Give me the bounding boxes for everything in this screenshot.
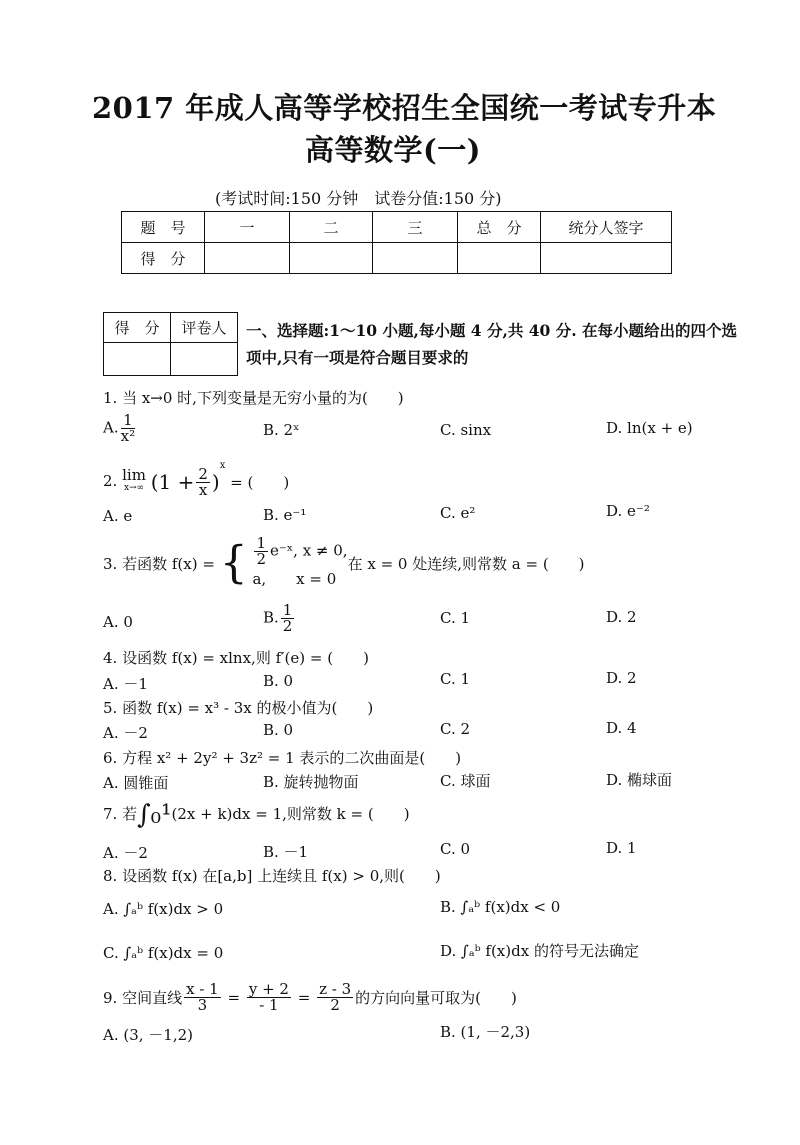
- q8-option-b: B. ∫ₐᵇ f(x)dx < 0: [440, 898, 561, 916]
- q3-b-prefix: B.: [263, 608, 279, 627]
- q4-option-a: A. －1: [103, 675, 148, 693]
- score-cell: 一: [205, 212, 290, 243]
- q1-option-b: B. 2ˣ: [263, 421, 300, 439]
- q2-lim-sub: x→∞: [123, 483, 145, 493]
- q9-fraction-z: [317, 982, 353, 1013]
- q6-option-a: A. 圆锥面: [103, 774, 169, 792]
- q2-option-c: C. e²: [440, 504, 476, 522]
- q3-b-num: 1: [282, 601, 293, 619]
- q3-option-a: A. 0: [103, 613, 133, 631]
- score-table-score-row: [122, 243, 672, 274]
- q6-option-b: B. 旋转抛物面: [263, 773, 359, 791]
- q2-lim-text: lim: [122, 466, 146, 484]
- q2-limit: [122, 466, 146, 495]
- q4-option-b: B. 0: [263, 672, 294, 690]
- q7-option-c: C. 0: [440, 840, 471, 858]
- q3-case1: [252, 536, 347, 567]
- q2-stem: [103, 460, 289, 498]
- grader-table: [103, 312, 238, 376]
- grader-name-label: 评卷人: [171, 313, 238, 343]
- q7-integral: ∫₀¹: [137, 800, 172, 830]
- q6-stem: 6. 方程 x² + 2y² + 3z² = 1 表示的二次曲面是( ): [103, 749, 462, 767]
- q1-a-fraction: [121, 413, 135, 444]
- q3-brace: {: [219, 537, 248, 589]
- q7-option-a: A. －2: [103, 844, 148, 862]
- score-blank-cell: [458, 243, 541, 274]
- grader-blank-cell: [171, 343, 238, 376]
- q2-prefix: 2.: [103, 472, 118, 490]
- score-cell: 二: [290, 212, 373, 243]
- q3-cases: [252, 536, 347, 591]
- q3-stem: [103, 536, 585, 591]
- q1-option-c: C. sinx: [440, 421, 492, 439]
- q5-stem: 5. 函数 f(x) = x³ - 3x 的极小值为( ): [103, 699, 374, 717]
- q3-case1-fraction: [254, 536, 268, 567]
- exam-title: 2017 年成人高等学校招生全国统一考试专升本: [92, 91, 717, 125]
- q2-option-a: A. e: [103, 507, 133, 525]
- q9-f2-den: - 1: [259, 996, 279, 1014]
- score-row-label: 得 分: [122, 243, 205, 274]
- q4-option-d: D. 2: [606, 669, 637, 687]
- q5-option-c: C. 2: [440, 720, 471, 738]
- q2-paren-open: (1 +: [150, 470, 195, 494]
- q9-f1-num: x - 1: [186, 980, 219, 998]
- q9-f3-den: 2: [330, 996, 340, 1014]
- q8-option-d: D. ∫ₐᵇ f(x)dx 的符号无法确定: [440, 942, 639, 960]
- score-blank-cell: [373, 243, 458, 274]
- q3-case1-post: e⁻ˣ, x ≠ 0,: [270, 541, 348, 560]
- q7-option-d: D. 1: [606, 839, 637, 857]
- q8-option-c: C. ∫ₐᵇ f(x)dx = 0: [103, 944, 224, 962]
- q9-prefix: 9. 空间直线: [103, 989, 183, 1007]
- q9-tail: 的方向向量可取为( ): [355, 989, 517, 1007]
- q9-fraction-x: [184, 982, 221, 1013]
- q5-option-a: A. －2: [103, 724, 148, 742]
- q7-prefix: 7. 若: [103, 805, 138, 823]
- q9-fraction-y: [247, 982, 291, 1013]
- q3-tail: 在 x = 0 处连续,则常数 a = ( ): [347, 555, 585, 573]
- q3-b-den: 2: [282, 617, 293, 635]
- q3-option-d: D. 2: [606, 608, 637, 626]
- q2-paren-close: ): [211, 470, 220, 494]
- q3-option-c: C. 1: [440, 609, 471, 627]
- q7-stem: [103, 800, 410, 830]
- q3-prefix: 3. 若函数 f(x) =: [103, 555, 215, 573]
- q9-eq1: =: [227, 988, 241, 1007]
- score-blank-cell: [205, 243, 290, 274]
- q2-fraction: [196, 464, 210, 499]
- q9-stem: [103, 982, 517, 1013]
- q9-f2-num: y + 2: [248, 980, 289, 998]
- q9-option-b: B. (1, －2,3): [440, 1023, 531, 1041]
- q9-f3-num: z - 3: [319, 980, 352, 998]
- q4-stem: 4. 设函数 f(x) = xlnx,则 f′(e) = ( ): [103, 649, 369, 667]
- q1-option-d: D. ln(x + e): [606, 419, 693, 437]
- q2-num: 2: [198, 464, 208, 483]
- score-cell: 三: [373, 212, 458, 243]
- q3-option-b: [263, 603, 296, 634]
- q4-option-c: C. 1: [440, 670, 471, 688]
- score-cell: 统分人签字: [541, 212, 672, 243]
- q1-stem: 1. 当 x→0 时,下列变量是无穷小量的为( ): [103, 389, 404, 407]
- q2-exp: x: [219, 460, 226, 471]
- q8-option-a: A. ∫ₐᵇ f(x)dx > 0: [103, 900, 224, 918]
- q2-den: x: [198, 480, 208, 499]
- exam-subtitle: 高等数学(一): [305, 133, 481, 167]
- score-blank-cell: [541, 243, 672, 274]
- q1-option-a: [103, 413, 137, 444]
- q1-a-den: x²: [120, 427, 136, 445]
- score-table: [121, 211, 672, 274]
- q3-case1-den: 2: [256, 550, 267, 568]
- q6-option-c: C. 球面: [440, 772, 491, 790]
- q6-option-d: D. 椭球面: [606, 771, 673, 789]
- q9-f1-den: 3: [197, 996, 208, 1014]
- q3-b-fraction: [281, 603, 295, 634]
- q5-option-d: D. 4: [606, 719, 637, 737]
- q2-tail: = ( ): [230, 473, 290, 492]
- score-cell: 总 分: [458, 212, 541, 243]
- q7-option-b: B. －1: [263, 843, 309, 861]
- q3-case1-num: 1: [256, 534, 267, 552]
- q8-stem: 8. 设函数 f(x) 在[a,b] 上连续且 f(x) > 0,则( ): [103, 867, 441, 885]
- q9-option-a: A. (3, －1,2): [103, 1026, 194, 1044]
- q9-eq2: =: [297, 988, 311, 1007]
- score-cell: 题 号: [122, 212, 205, 243]
- score-table-header-row: [122, 212, 672, 243]
- q5-option-b: B. 0: [263, 721, 294, 739]
- q1-a-prefix: A.: [103, 418, 119, 437]
- grader-blank-cell: [104, 343, 171, 376]
- q7-body: (2x + k)dx = 1,则常数 k = ( ): [171, 805, 410, 823]
- q2-option-b: B. e⁻¹: [263, 506, 307, 524]
- exam-info: (考试时间:150 分钟 试卷分值:150 分): [215, 189, 502, 208]
- q2-option-d: D. e⁻²: [606, 502, 650, 520]
- q1-a-num: 1: [121, 413, 135, 429]
- score-blank-cell: [290, 243, 373, 274]
- q3-case2: a, x = 0: [252, 570, 337, 588]
- section-heading: 一、选择题:1～10 小题,每小题 4 分,共 40 分. 在每小题给出的四个选项中,只有一项是符合题目要求的: [246, 321, 737, 367]
- grader-score-label: 得 分: [104, 313, 171, 343]
